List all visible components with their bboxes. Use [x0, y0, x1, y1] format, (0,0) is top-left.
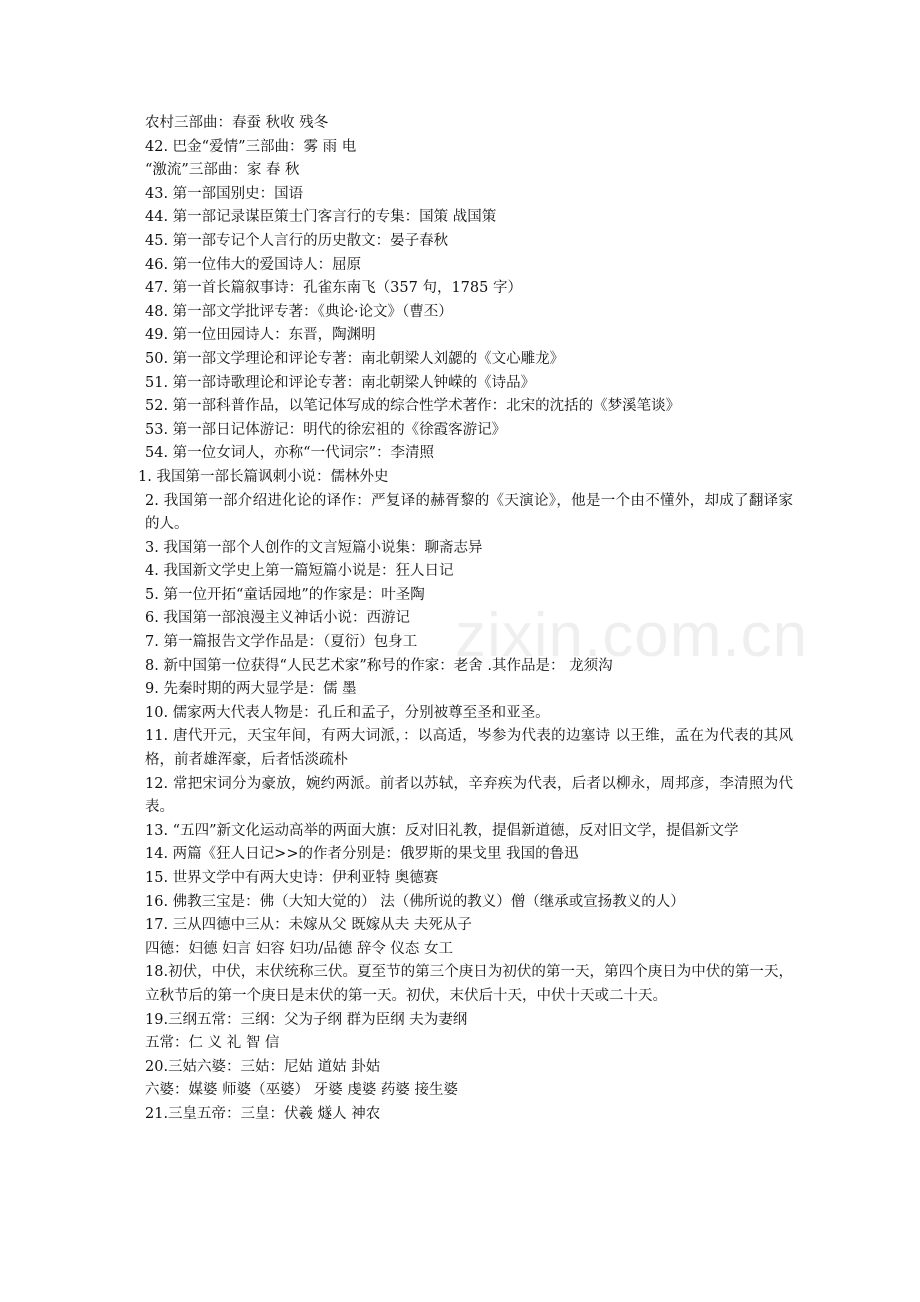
text-line: 7. 第一篇报告文学作品是：（夏衍）包身工 [145, 634, 418, 651]
text-line: 53. 第一部日记体游记：明代的徐宏祖的《徐霞客游记》 [145, 421, 507, 438]
text-line: 45. 第一部专记个人言行的历史散文：晏子春秋 [145, 232, 449, 249]
text-line: 1. 我国第一部长篇讽刺小说：儒林外史 [138, 468, 389, 485]
text-line: 42. 巴金“爱情”三部曲：雾 雨 电 [145, 138, 357, 155]
text-line: 8. 新中国第一位获得“人民艺术家”称号的作家：老舍 .其作品是： 龙须沟 [145, 657, 613, 674]
document-body [138, 112, 793, 1127]
text-line: 6. 我国第一部浪漫主义神话小说：西游记 [145, 610, 410, 627]
text-line: 16. 佛教三宝是：佛（大知大觉的） 法（佛所说的教义）僧（继承或宣扬教义的人） [145, 893, 685, 910]
text-line: 44. 第一部记录谋臣策士门客言行的专集：国策 战国策 [145, 209, 497, 226]
text-line: 14. 两篇《狂人日记>>的作者分别是：俄罗斯的果戈里 我国的鲁迅 [145, 846, 579, 863]
text-paragraph: 13. “五四”新文化运动高举的两面大旗：反对旧礼教，提倡新道德，反对旧文学，提倡新文学 [145, 822, 739, 839]
text-line: 五常：仁 义 礼 智 信 [145, 1035, 280, 1052]
text-line: “激流”三部曲：家 春 秋 [145, 162, 300, 179]
text-line: 48. 第一部文学批评专著：《典论·论文》（曹丕） [145, 303, 453, 320]
text-line: 51. 第一部诗歌理论和评论专著：南北朝梁人钟嵘的《诗品》 [145, 374, 536, 391]
text-paragraph: 11. 唐代开元，天宝年间，有两大词派，：以高适，岑参为代表的边塞诗 以王维，孟在为代表的其风格，前者雄浑豪，后者恬淡疏朴 [145, 728, 793, 769]
text-paragraph: 18.初伏，中伏，末伏统称三伏。夏至节的第三个庚日为初伏的第一天，第四个庚日为中伏的第一天，立秋节后的第一个庚日是末伏的第一天。初伏，末伏后十天，中伏十天或二十天。 [145, 964, 793, 1004]
text-line: 15. 世界文学中有两大史诗：伊利亚特 奥德赛 [145, 870, 439, 886]
text-line: 46. 第一位伟大的爱国诗人：屈原 [145, 256, 362, 273]
text-line: 43. 第一部国别史：国语 [145, 185, 304, 202]
text-paragraph: 2. 我国第一部介绍进化论的译作：严复译的赫胥黎的《天演论》，他是一个由不懂外，却成了翻译家的人。 [145, 492, 793, 533]
text-line: 47. 第一首长篇叙事诗：孔雀东南飞（357 句，1785 字） [145, 280, 522, 297]
text-line: 10. 儒家两大代表人物是：孔丘和孟子，分别被尊至圣和亚圣。 [145, 704, 550, 721]
text-line: 四德：妇德 妇言 妇容 妇功/品德 辞令 仪态 女工 [145, 940, 454, 957]
text-line: 3. 我国第一部个人创作的文言短篇小说集：聊斋志异 [145, 539, 483, 556]
text-line: 49. 第一位田园诗人：东晋，陶渊明 [145, 327, 376, 344]
text-line: 农村三部曲：春蚕 秋收 残冬 [145, 115, 329, 131]
text-line: 50. 第一部文学理论和评论专著：南北朝梁人刘勰的《文心雕龙》 [145, 350, 565, 367]
text-line: 17. 三从四德中三从：未嫁从父 既嫁从夫 夫死从子 [145, 917, 472, 934]
text-line: 19.三纲五常：三纲：父为子纲 群为臣纲 夫为妻纲 [145, 1011, 468, 1028]
text-line: 9. 先秦时期的两大显学是：儒 墨 [145, 681, 357, 698]
watermark: zixin.com.cn [455, 601, 809, 670]
text-line: 5. 第一位开拓“童话园地”的作家是：叶圣陶 [145, 586, 425, 603]
text-paragraph: 12. 常把宋词分为豪放，婉约两派。前者以苏轼，辛弃疾为代表，后者以柳永，周邦彦，李清照为代表。 [145, 775, 793, 816]
text-line: 20.三姑六婆：三姑：尼姑 道姑 卦姑 [145, 1058, 381, 1075]
text-line: 六婆：媒婆 师婆（巫婆） 牙婆 虔婆 药婆 接生婆 [145, 1082, 459, 1099]
text-line: 21.三皇五帝：三皇：伏羲 燧人 神农 [145, 1105, 381, 1122]
text-line: 54. 第一位女词人，亦称“一代词宗”：李清照 [145, 445, 434, 462]
text-line: 52. 第一部科普作品，以笔记体写成的综合性学术著作：北宋的沈括的《梦溪笔谈》 [145, 398, 681, 415]
text-line: 4. 我国新文学史上第一篇短篇小说是：狂人日记 [145, 563, 454, 580]
